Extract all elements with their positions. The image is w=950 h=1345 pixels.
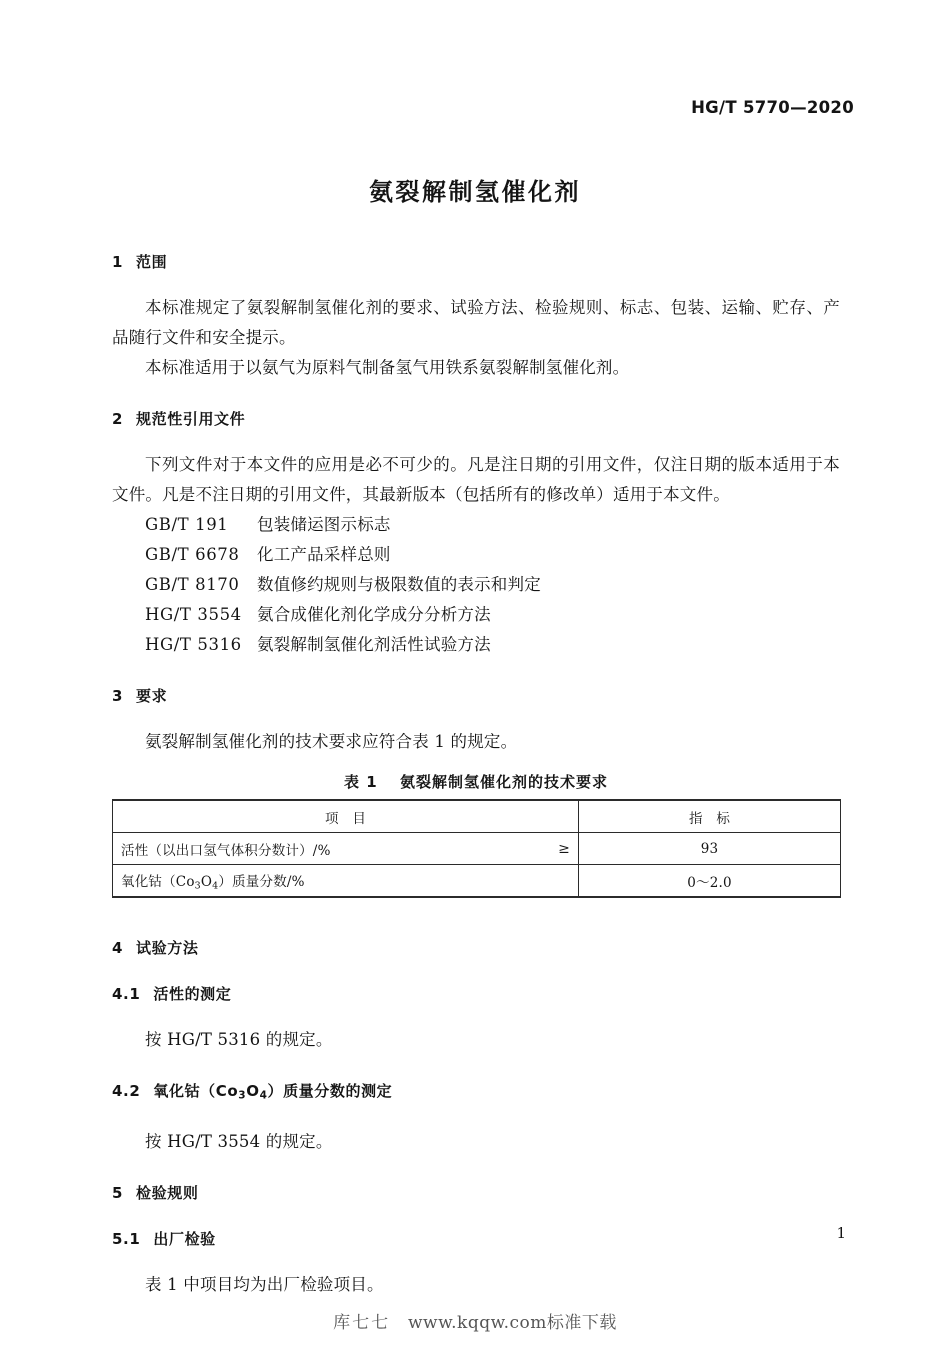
subscript-3: 3 xyxy=(194,880,201,892)
table-caption xyxy=(112,771,840,792)
subscript-3: 3 xyxy=(238,1089,247,1102)
reference-item xyxy=(112,570,840,600)
item-text: 氧化钴（Co xyxy=(121,873,195,890)
item-text: 活性（以出口氢气体积分数计）/ xyxy=(121,842,318,859)
subclause-title-4-1: 活性的测定 xyxy=(153,985,232,1003)
subclause-title-4-2-suffix: ）质量分数的测定 xyxy=(267,1082,393,1100)
reference-name: 数值修约规则与极限数值的表示和判定 xyxy=(257,575,541,594)
cell-item-cobalt-oxide xyxy=(113,865,579,898)
subclause-number-4-1: 4.1 xyxy=(112,985,141,1003)
normative-references-list xyxy=(112,510,840,660)
technical-requirements-table xyxy=(112,799,841,898)
subclause-heading-4-2 xyxy=(112,1081,840,1106)
table-caption-title: 氨裂解制氢催化剂的技术要求 xyxy=(399,773,608,791)
subclause-title-4-2-mid: O xyxy=(246,1082,260,1100)
reference-code: GB/T 191 xyxy=(145,515,229,534)
reference-name: 包装储运图示标志 xyxy=(257,515,391,534)
reference-code: GB/T 8170 xyxy=(145,575,240,594)
reference-item xyxy=(112,540,840,570)
subscript-4: 4 xyxy=(259,1089,268,1102)
reference-name: 氨合成催化剂化学成分分析方法 xyxy=(257,605,491,624)
clause-heading-4 xyxy=(112,938,840,958)
clause-1-paragraph-2: 本标准适用于以氨气为原料气制备氢气用铁系氨裂解制氢催化剂。 xyxy=(145,358,630,377)
watermark-url: www.kqqw.com xyxy=(407,1313,547,1333)
document-title: 氨裂解制氢催化剂 xyxy=(369,178,581,206)
watermark-site-name: 库七七 xyxy=(333,1313,391,1333)
cell-value-cobalt-oxide: 0～2.0 xyxy=(579,865,841,898)
watermark-suffix: 标准下载 xyxy=(546,1313,617,1333)
reference-code: GB/T 6678 xyxy=(145,545,240,564)
clause-2-paragraph-1: 下列文件对于本文件的应用是必不可少的。凡是注日期的引用文件，仅注日期的版本适用于本文件。凡是不注日期的引用文件，其最新版本（包括所有的修改单）适用于本文件。 xyxy=(112,455,840,504)
column-header-index: 指 标 xyxy=(579,800,841,833)
item-text-suffix: ）质量分数/ xyxy=(218,873,292,890)
clause-heading-1 xyxy=(112,252,840,272)
clause-number-4: 4 xyxy=(112,939,124,957)
clause-number-1: 1 xyxy=(112,253,124,271)
cell-item-activity xyxy=(113,833,579,865)
clause-title-3: 要求 xyxy=(136,687,168,705)
reference-name: 氨裂解制氢催化剂活性试验方法 xyxy=(257,635,491,654)
clause-number-2: 2 xyxy=(112,410,124,428)
clause-heading-2 xyxy=(112,409,840,429)
relation-symbol-ge: ≥ xyxy=(558,840,570,857)
clause-heading-3 xyxy=(112,686,840,706)
subclause-5-1-paragraph: 表 1 中项目均为出厂检验项目。 xyxy=(145,1274,384,1294)
clause-heading-5 xyxy=(112,1183,840,1203)
reference-code: HG/T 3554 xyxy=(145,605,242,624)
clause-1-paragraph-1: 本标准规定了氨裂解制氢催化剂的要求、试验方法、检验规则、标志、包装、运输、贮存、产品随行文件和安全提示。 xyxy=(112,298,840,347)
reference-name: 化工产品采样总则 xyxy=(257,545,391,564)
reference-item xyxy=(112,630,840,660)
reference-item xyxy=(112,510,840,540)
subclause-title-4-2-prefix: 氧化钴（Co xyxy=(153,1082,239,1100)
subclause-4-1-paragraph: 按 HG/T 5316 的规定。 xyxy=(145,1030,333,1049)
clause-number-5: 5 xyxy=(112,1183,124,1202)
running-header-standard-number: HG/T 5770—2020 xyxy=(691,98,854,117)
table-row xyxy=(113,833,841,865)
subclause-heading-4-1 xyxy=(112,984,840,1004)
reference-item xyxy=(112,600,840,630)
document-body xyxy=(112,252,840,1300)
table-row xyxy=(113,865,841,898)
table-header-row xyxy=(113,800,841,833)
clause-title-2: 规范性引用文件 xyxy=(136,410,246,428)
clause-title-1: 范围 xyxy=(136,253,168,271)
cell-value-activity: 93 xyxy=(579,833,841,865)
clause-number-3: 3 xyxy=(112,687,124,705)
subclause-number-5-1: 5.1 xyxy=(112,1229,141,1248)
table-caption-label: 表 1 xyxy=(344,773,378,791)
item-text-mid: O xyxy=(200,873,213,890)
site-watermark xyxy=(0,1308,950,1333)
reference-code: HG/T 5316 xyxy=(145,635,242,654)
clause-title-4: 试验方法 xyxy=(136,939,199,957)
subclause-heading-5-1 xyxy=(112,1229,840,1249)
page-number: 1 xyxy=(836,1224,846,1242)
subclause-4-2-paragraph: 按 HG/T 3554 的规定。 xyxy=(145,1131,333,1151)
item-unit: % xyxy=(291,873,305,890)
subclause-number-4-2: 4.2 xyxy=(112,1082,141,1100)
column-header-item: 项 目 xyxy=(113,800,579,833)
subclause-title-5-1: 出厂检验 xyxy=(153,1229,216,1248)
item-unit: % xyxy=(317,842,331,859)
subscript-4: 4 xyxy=(212,880,219,892)
clause-title-5: 检验规则 xyxy=(136,1183,199,1202)
clause-3-paragraph-1: 氨裂解制氢催化剂的技术要求应符合表 1 的规定。 xyxy=(145,732,518,751)
